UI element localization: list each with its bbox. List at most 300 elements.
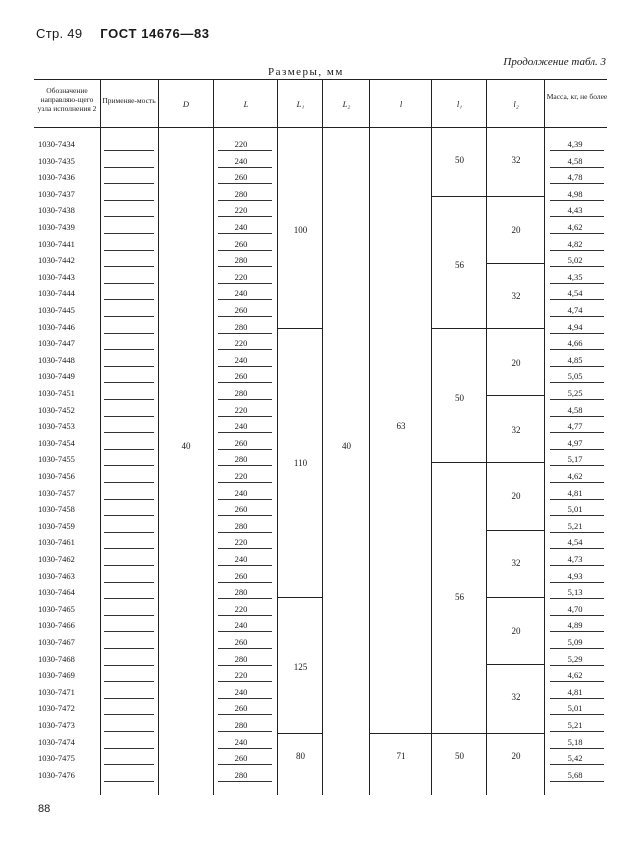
l2-divider [486,395,544,396]
l1-group-c: 50 [455,393,464,403]
L-underline [218,465,272,466]
applicability-blank [104,598,154,599]
row-designation: 1030-7456 [38,471,75,481]
mass-underline [550,548,604,549]
l2-group-e: 32 [511,425,521,435]
l2-group-a: 32 [511,155,521,165]
row-mass: 5,09 [567,637,583,647]
L-underline [218,565,272,566]
row-L: 220 [234,404,248,415]
l1-divider [431,462,486,463]
row-L: 240 [234,155,248,166]
row-designation: 1030-7436 [38,172,75,183]
l2-divider [486,597,544,598]
row-designation: 1030-7442 [38,255,75,266]
mass-underline [550,266,604,267]
row-L: 260 [234,504,248,515]
applicability-blank [104,532,154,533]
row-L: 220 [234,338,248,349]
row-mass: 4,62 [567,222,583,232]
applicability-blank [104,714,154,715]
row-designation: 1030-7453 [38,421,75,432]
mass-underline [550,216,604,217]
row-mass: 4,54 [567,288,583,299]
row-mass: 4,89 [567,620,583,631]
row-mass: 4,62 [567,670,583,681]
row-mass: 4,70 [567,603,583,614]
col-header-l2: l₂ [513,99,519,109]
row-mass: 5,21 [567,720,583,730]
row-L: 260 [234,437,248,448]
l2-divider [486,530,544,531]
col-header-D: D [182,99,190,109]
mass-underline [550,283,604,284]
col-line [544,80,545,795]
l2-group-i: 32 [511,692,521,702]
l2-group-g: 32 [511,558,521,568]
row-L: 220 [234,139,248,149]
row-L: 240 [234,222,248,232]
L-underline [218,432,272,433]
applicability-blank [104,167,154,168]
mass-underline [550,150,604,151]
L-underline [218,266,272,267]
row-designation: 1030-7452 [38,404,75,415]
L-underline [218,299,272,300]
col-header-l: l [399,99,403,109]
mass-underline [550,250,604,251]
row-mass: 5,42 [567,753,583,764]
col-line [431,80,432,795]
applicability-blank [104,781,154,782]
row-designation: 1030-7461 [38,537,75,548]
L-underline [218,648,272,649]
row-designation: 1030-7454 [38,437,75,448]
L-underline [218,382,272,383]
L-underline [218,167,272,168]
applicability-blank [104,316,154,317]
row-designation: 1030-7474 [38,736,75,747]
applicability-blank [104,615,154,616]
row-L: 280 [234,720,248,730]
row-mass: 4,85 [567,354,583,365]
row-designation: 1030-7472 [38,703,75,714]
L-underline [218,150,272,151]
row-designation: 1030-7439 [38,222,75,232]
row-mass: 4,58 [567,155,583,166]
L-underline [218,731,272,732]
L-underline [218,250,272,251]
applicability-blank [104,299,154,300]
row-L: 260 [234,753,248,764]
mass-underline [550,465,604,466]
l2-divider [486,328,544,329]
l-value-last: 71 [396,751,406,761]
col-line [213,80,214,795]
mass-underline [550,333,604,334]
mass-underline [550,532,604,533]
row-designation: 1030-7464 [38,587,75,598]
mass-underline [550,499,604,500]
row-designation: 1030-7458 [38,504,75,515]
applicability-blank [104,565,154,566]
L-underline [218,366,272,367]
row-designation: 1030-7441 [38,238,75,249]
row-mass: 5,01 [567,703,583,714]
L1-group-d: 80 [296,751,305,761]
applicability-blank [104,266,154,267]
L-underline [218,582,272,583]
l2-group-b: 20 [511,225,521,235]
L-underline [218,665,272,666]
row-designation: 1030-7437 [38,188,75,199]
L-underline [218,200,272,201]
mass-underline [550,416,604,417]
mass-underline [550,449,604,450]
row-L: 240 [234,421,248,432]
row-designation: 1030-7466 [38,620,75,631]
row-L: 280 [234,653,248,664]
row-L: 260 [234,371,248,382]
row-mass: 4,81 [567,487,583,498]
L1-group-c: 125 [293,662,308,672]
col-line [100,80,101,795]
row-mass: 4,39 [567,139,583,149]
applicability-blank [104,432,154,433]
applicability-blank [104,748,154,749]
mass-underline [550,482,604,483]
col-line [277,80,278,795]
L1-divider [277,597,322,598]
row-L: 260 [234,570,248,581]
l1-divider [431,733,486,734]
l2-group-d: 20 [511,358,521,368]
mass-underline [550,233,604,234]
mass-underline [550,582,604,583]
row-designation: 1030-7475 [38,753,75,764]
row-designation: 1030-7443 [38,271,75,282]
row-L: 240 [234,736,248,747]
mass-underline [550,167,604,168]
applicability-blank [104,366,154,367]
row-mass: 4,58 [567,404,583,415]
row-mass: 4,82 [567,238,583,249]
applicability-blank [104,399,154,400]
row-mass: 4,81 [567,686,583,697]
applicability-blank [104,283,154,284]
L1-divider [277,733,322,734]
row-mass: 4,98 [567,188,583,199]
L-underline [218,548,272,549]
row-mass: 4,73 [567,554,583,564]
row-designation: 1030-7448 [38,354,75,365]
applicability-blank [104,382,154,383]
row-designation: 1030-7445 [38,305,75,315]
L-underline [218,216,272,217]
row-L: 240 [234,354,248,365]
row-L: 280 [234,188,248,199]
mass-underline [550,366,604,367]
row-mass: 5,02 [567,255,583,266]
mass-underline [550,299,604,300]
applicability-blank [104,150,154,151]
row-mass: 5,21 [567,520,583,531]
mass-underline [550,714,604,715]
L1-divider [277,328,322,329]
L2-value: 40 [342,441,351,451]
L-underline [218,399,272,400]
l1-group-e: 50 [455,751,464,761]
row-L: 220 [234,205,248,216]
l1-divider [431,196,486,197]
row-L: 240 [234,620,248,631]
applicability-blank [104,200,154,201]
applicability-blank [104,631,154,632]
L-underline [218,449,272,450]
col-header-L2: L₂ [342,99,351,109]
row-designation: 1030-7473 [38,720,75,730]
row-mass: 4,35 [567,271,583,282]
col-line [369,80,370,795]
row-mass: 4,43 [567,205,583,216]
mass-underline [550,648,604,649]
row-L: 280 [234,520,248,531]
row-mass: 4,77 [567,421,583,432]
row-designation: 1030-7465 [38,603,75,614]
row-mass: 5,29 [567,653,583,664]
standard-title: ГОСТ 14676—83 [100,26,210,41]
row-designation: 1030-7463 [38,570,75,581]
row-L: 280 [234,454,248,465]
row-mass: 5,18 [567,736,583,747]
page-number: 88 [38,803,51,815]
mass-underline [550,698,604,699]
row-L: 220 [234,670,248,681]
row-mass: 4,94 [567,321,583,332]
mass-underline [550,748,604,749]
page-header [36,26,210,41]
row-L: 280 [234,321,248,332]
row-mass: 4,54 [567,537,583,548]
row-designation: 1030-7449 [38,371,75,382]
L-underline [218,349,272,350]
dimensions-title: Размеры, мм [268,66,344,78]
L-underline [218,283,272,284]
applicability-blank [104,515,154,516]
applicability-blank [104,216,154,217]
L1-group-b: 110 [293,458,308,468]
L-underline [218,515,272,516]
L-underline [218,482,272,483]
row-mass: 5,05 [567,371,583,382]
row-L: 280 [234,255,248,266]
row-L: 220 [234,471,248,481]
mass-underline [550,183,604,184]
row-designation: 1030-7457 [38,487,75,498]
row-L: 220 [234,271,248,282]
row-designation: 1030-7438 [38,205,75,216]
row-mass: 5,68 [567,769,583,780]
applicability-blank [104,681,154,682]
mass-underline [550,382,604,383]
row-designation: 1030-7462 [38,554,75,564]
row-L: 220 [234,603,248,614]
mass-underline [550,399,604,400]
l2-divider [486,196,544,197]
row-L: 260 [234,703,248,714]
row-designation: 1030-7459 [38,520,75,531]
row-mass: 4,66 [567,338,583,349]
mass-underline [550,764,604,765]
l2-divider [486,462,544,463]
L-underline [218,532,272,533]
l2-divider [486,263,544,264]
L-underline [218,781,272,782]
row-mass: 5,17 [567,454,583,465]
row-designation: 1030-7451 [38,388,75,398]
row-designation: 1030-7447 [38,338,75,349]
row-mass: 4,74 [567,305,583,315]
row-L: 260 [234,172,248,183]
mass-underline [550,565,604,566]
mass-underline [550,631,604,632]
L-underline [218,748,272,749]
l2-group-f: 20 [511,491,521,501]
continuation-note: Продолжение табл. 3 [503,56,606,68]
D-value: 40 [181,441,191,451]
row-designation: 1030-7468 [38,653,75,664]
applicability-blank [104,449,154,450]
applicability-blank [104,764,154,765]
row-mass: 5,13 [567,587,583,598]
header-bottom-line [34,127,607,128]
applicability-blank [104,333,154,334]
row-designation: 1030-7435 [38,155,75,166]
row-mass: 5,01 [567,504,583,515]
mass-underline [550,432,604,433]
l2-group-j: 20 [511,751,521,761]
row-L: 280 [234,388,248,398]
applicability-blank [104,465,154,466]
L1-group-a: 100 [293,225,308,235]
row-mass: 4,93 [567,570,583,581]
L-underline [218,598,272,599]
mass-underline [550,598,604,599]
row-L: 220 [234,537,248,548]
row-L: 240 [234,554,248,564]
row-designation: 1030-7446 [38,321,75,332]
row-designation: 1030-7469 [38,670,75,681]
L-underline [218,499,272,500]
l-divider [369,733,431,734]
l-value: 63 [396,421,406,431]
col-header-l1: l₁ [456,99,463,109]
mass-underline [550,349,604,350]
L-underline [218,681,272,682]
l1-group-d: 56 [455,592,464,602]
mass-underline [550,731,604,732]
row-designation: 1030-7476 [38,769,75,780]
applicability-blank [104,648,154,649]
mass-underline [550,781,604,782]
L-underline [218,316,272,317]
L-underline [218,698,272,699]
row-mass: 4,78 [567,172,583,183]
applicability-blank [104,416,154,417]
applicability-blank [104,349,154,350]
mass-underline [550,200,604,201]
mass-underline [550,316,604,317]
row-L: 260 [234,637,248,647]
col-line [486,80,487,795]
mass-underline [550,681,604,682]
mass-underline [550,665,604,666]
row-L: 260 [234,238,248,249]
applicability-blank [104,731,154,732]
applicability-blank [104,482,154,483]
col-header-L1: L₁ [296,99,305,109]
applicability-blank [104,233,154,234]
l1-group-a: 50 [455,155,464,165]
applicability-blank [104,582,154,583]
l2-group-h: 20 [511,626,521,636]
l1-group-b: 56 [455,260,464,270]
row-L: 280 [234,587,248,598]
row-mass: 4,62 [567,471,583,481]
L-underline [218,416,272,417]
row-designation: 1030-7455 [38,454,75,465]
row-mass: 5,25 [567,388,583,398]
l1-divider [431,328,486,329]
applicability-blank [104,183,154,184]
applicability-blank [104,499,154,500]
row-L: 240 [234,686,248,697]
col-header-mass: Масса, кг, не более [546,92,608,101]
mass-underline [550,615,604,616]
row-L: 260 [234,305,248,315]
row-designation: 1030-7467 [38,637,75,647]
L-underline [218,333,272,334]
row-designation: 1030-7444 [38,288,75,299]
L-underline [218,615,272,616]
page-label: Стр. 49 [36,26,83,41]
row-L: 280 [234,769,248,780]
applicability-blank [104,250,154,251]
col-header-applicability: Применяе-мость [102,96,156,105]
mass-underline [550,515,604,516]
row-mass: 4,97 [567,437,583,448]
L-underline [218,631,272,632]
applicability-blank [104,548,154,549]
row-designation: 1030-7434 [38,139,75,149]
L-underline [218,714,272,715]
l2-divider [486,664,544,665]
L-underline [218,764,272,765]
row-L: 240 [234,288,248,299]
col-line [158,80,159,795]
col-header-L: L [243,99,249,109]
L-underline [218,183,272,184]
applicability-blank [104,698,154,699]
row-L: 240 [234,487,248,498]
col-header-designation: Обозначение направляю-щего узла исполнения 2 [37,86,97,113]
L-underline [218,233,272,234]
l2-group-c: 32 [511,291,521,301]
col-line [322,80,323,795]
row-designation: 1030-7471 [38,686,75,697]
applicability-blank [104,665,154,666]
l2-divider [486,733,544,734]
